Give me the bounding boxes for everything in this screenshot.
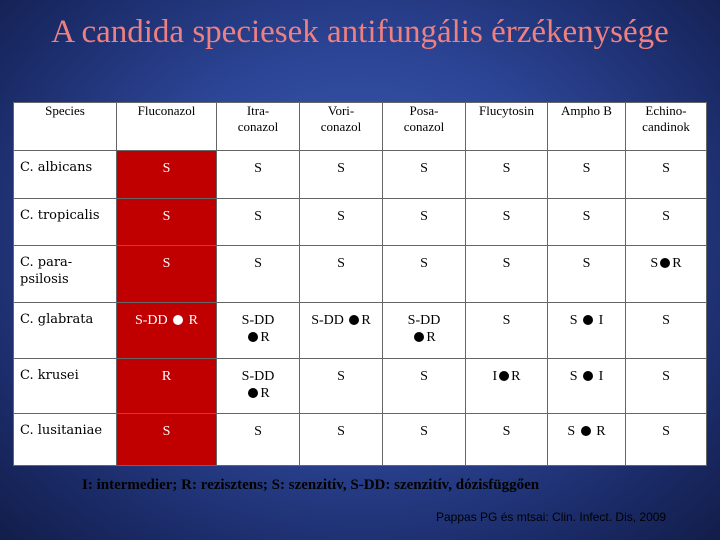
cell-value: S [502,423,511,439]
cell-value: R [260,329,270,345]
susceptibility-cell [300,413,383,465]
susceptibility-cell [383,198,466,245]
cell-value: S [502,208,511,224]
cell-value: S [162,255,171,271]
column-header: Posa- conazol [383,103,466,151]
susceptibility-cell [117,198,217,245]
susceptibility-cell [626,358,707,413]
cell-value: S [337,423,345,439]
cell-value: R [426,329,436,345]
susceptibility-cell [626,413,707,465]
cell-value: S [662,312,670,328]
susceptibility-cell [300,302,383,358]
cell-value: I [595,368,604,384]
susceptibility-cell [466,413,548,465]
slide-title: A candida speciesek antifungális érzékenysége [51,14,669,50]
cell-value: S-DD [134,312,172,328]
cell-value: S-DD [241,312,275,328]
susceptibility-cell [466,245,548,302]
column-header: Echino- candinok [626,103,707,151]
susceptibility-cell [217,245,300,302]
cell-value: S-DD [241,368,275,384]
cell-value: R [260,385,270,401]
table-row [14,302,707,358]
range-arrow-icon [581,426,591,436]
cell-value: S [254,423,262,439]
susceptibility-cell [217,198,300,245]
susceptibility-cell [300,151,383,199]
range-arrow-icon [583,315,593,325]
susceptibility-cell [383,245,466,302]
column-header: Fluconazol [117,103,217,151]
cell-value: S [502,312,511,328]
cell-value: S [420,423,428,439]
column-header: Flucytosin [466,103,548,151]
cell-value: S [337,208,345,224]
susceptibility-cell [466,358,548,413]
species-name: C. krusei [14,358,117,413]
cell-value: S [420,368,428,384]
susceptibility-cell [626,245,707,302]
susceptibility-cell [300,198,383,245]
susceptibility-cell [548,198,626,245]
cell-value: S [502,255,511,271]
cell-value: S [567,423,579,439]
column-header: Vori- conazol [300,103,383,151]
column-header: Species [14,103,117,151]
susceptibility-cell [548,245,626,302]
cell-value: S-DD [311,312,348,328]
susceptibility-cell [117,245,217,302]
cell-value: R [361,312,371,328]
susceptibility-cell [466,151,548,199]
susceptibility-cell [383,302,466,358]
range-arrow-icon [248,332,258,342]
susceptibility-cell [217,151,300,199]
susceptibility-cell [300,245,383,302]
susceptibility-cell [383,151,466,199]
cell-value: S [162,423,171,439]
cell-value: S [662,161,670,176]
cell-value: S [662,423,670,439]
legend-footnote: I: intermedier; R: rezisztens; S: szenzitív, S-DD: szenzitív, dózisfüggően [82,477,540,493]
susceptibility-cell [217,413,300,465]
range-arrow-icon [414,332,424,342]
cell-value: R [511,368,521,384]
susceptibility-cell [383,358,466,413]
cell-value: S [502,161,511,176]
susceptibility-cell [383,413,466,465]
susceptibility-cell [117,358,217,413]
species-name: C. albicans [14,151,117,199]
cell-value: S [420,255,428,271]
table-row [14,151,707,199]
table-row [14,358,707,413]
range-arrow-icon [660,258,670,268]
cell-value: S [420,161,428,176]
susceptibility-cell [117,413,217,465]
cell-value: I [595,312,604,328]
susceptibility-cell [548,413,626,465]
susceptibility-cell [466,198,548,245]
column-header: Itra- conazol [217,103,300,151]
species-name: C. glabrata [14,302,117,358]
susceptibility-cell [626,151,707,199]
cell-value: S [582,208,591,224]
cell-value: R [592,423,606,439]
cell-value: S-DD [407,312,441,328]
susceptibility-cell [626,198,707,245]
susceptibility-table [13,102,707,466]
cell-value: S [420,208,428,224]
susceptibility-cell [117,151,217,199]
range-arrow-icon [499,371,509,381]
cell-value: R [672,255,682,271]
column-header: Ampho B [548,103,626,151]
range-arrow-icon [349,315,359,325]
susceptibility-cell [466,302,548,358]
species-name: C. para- psilosis [14,245,117,302]
range-arrow-icon [583,371,593,381]
table-row [14,198,707,245]
table-row [14,413,707,465]
range-arrow-icon [248,388,258,398]
cell-value: S [254,161,262,176]
cell-value: S [569,312,582,328]
cell-value: S [162,208,171,224]
cell-value: S [254,208,262,224]
table-header-row [14,103,707,151]
source-citation: Pappas PG és mtsai: Clin. Infect. Dis, 2009 [436,510,667,524]
susceptibility-cell [217,302,300,358]
table-row [14,245,707,302]
susceptibility-cell [548,302,626,358]
susceptibility-cell [626,302,707,358]
cell-value: S [582,161,591,176]
cell-value: I [492,368,498,384]
susceptibility-cell [217,358,300,413]
species-name: C. tropicalis [14,198,117,245]
cell-value: S [650,255,659,271]
cell-value: S [162,161,171,176]
range-arrow-icon [173,315,183,325]
cell-value: R [185,312,198,328]
species-name: C. lusitaniae [14,413,117,465]
cell-value: S [582,255,591,271]
cell-value: S [254,255,262,271]
cell-value: S [662,368,670,384]
cell-value: S [337,255,345,271]
cell-value: S [337,368,345,384]
cell-value: S [337,161,345,176]
cell-value: S [662,208,670,224]
cell-value: R [161,368,172,384]
susceptibility-cell [300,358,383,413]
susceptibility-cell [548,151,626,199]
cell-value: S [569,368,582,384]
susceptibility-cell [117,302,217,358]
susceptibility-cell [548,358,626,413]
